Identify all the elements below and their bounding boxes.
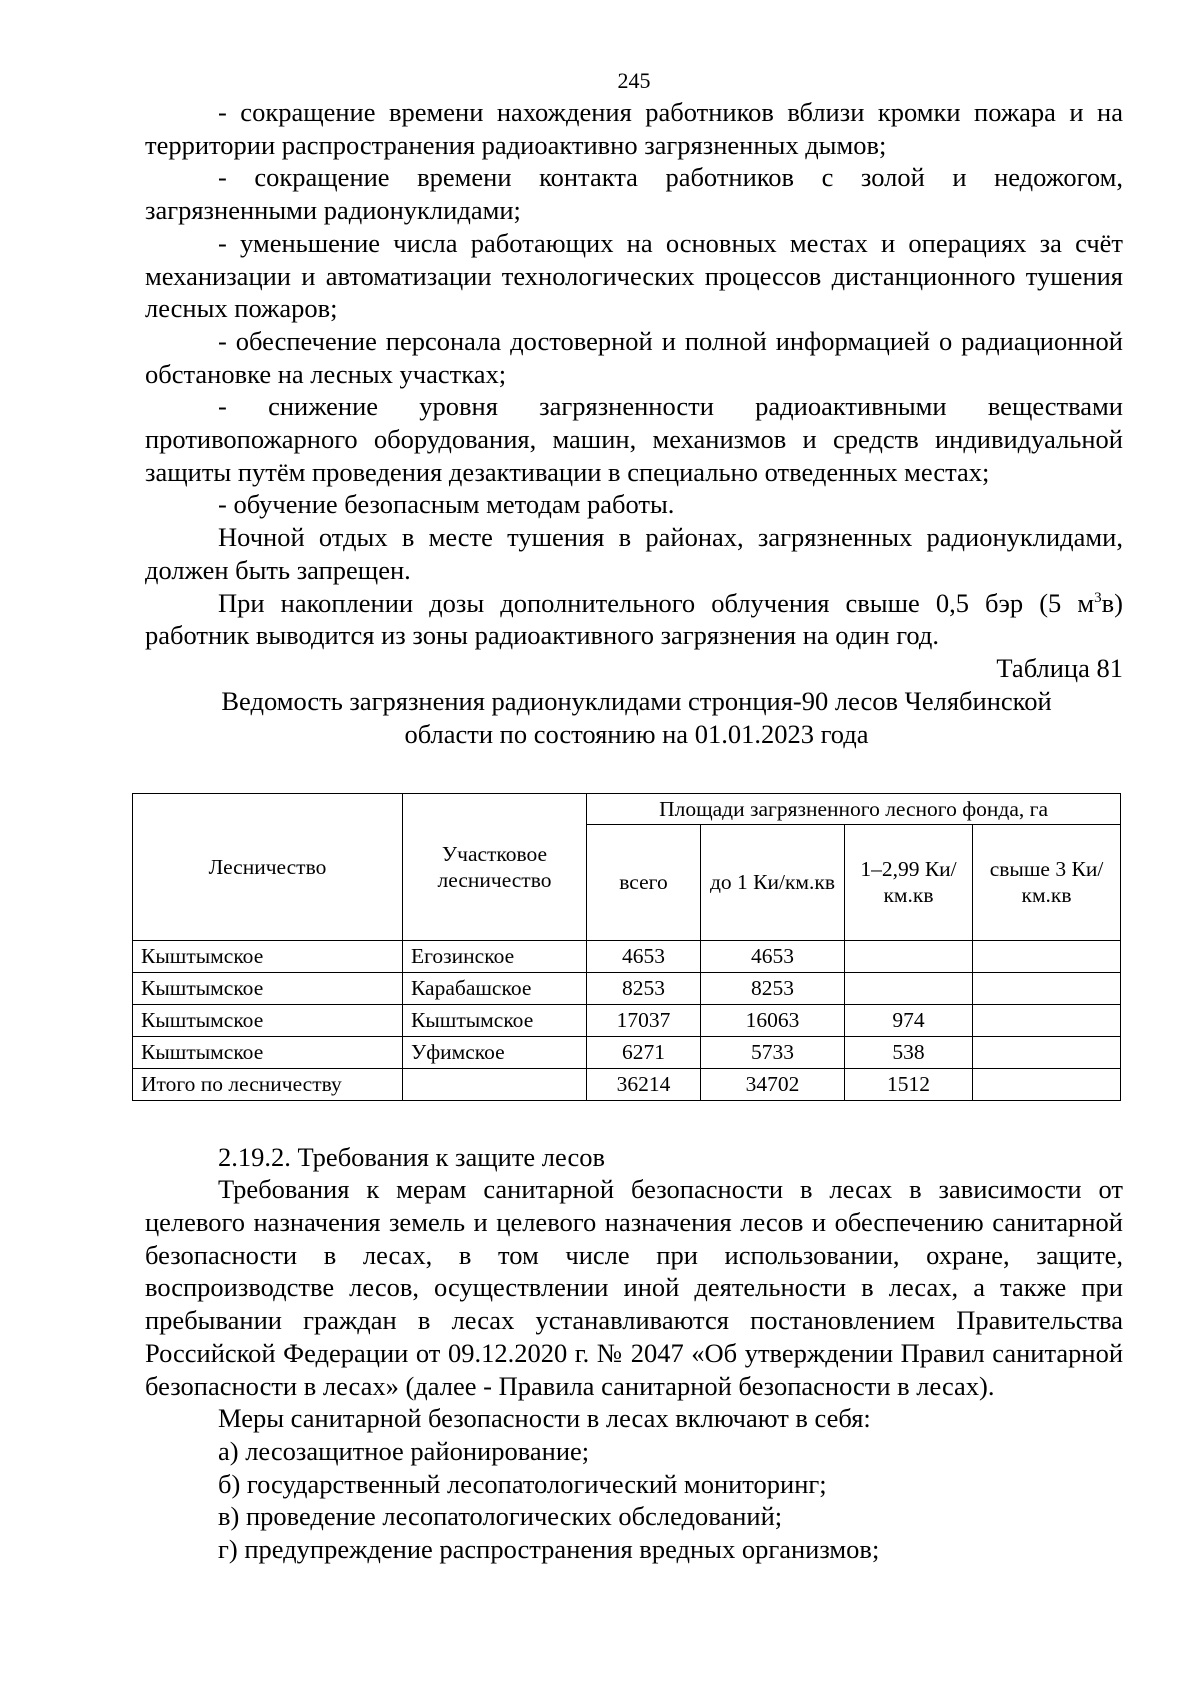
intro-item: - обеспечение персонала достоверной и полной информацией о радиационной обстановке на лесных участках; [145,325,1123,389]
table-title-line-1: Ведомость загрязнения радионуклидами стронция-90 лесов Челябинской [221,685,1052,716]
intro-item: - сокращение времени контакта работников с золой и недожогом, загрязненными радионуклидами; [145,162,1123,226]
cell-over-3 [973,1036,1121,1068]
cell-forestry: Кыштымское [133,972,403,1004]
section-paragraph: Меры санитарной безопасности в лесах включают в себя: [218,1403,871,1434]
cell-district: Уфимское [403,1036,587,1068]
intro-item: - уменьшение числа работающих на основных местах и операциях за счёт механизации и автоматизации технологических процессов дистанционного тушения лесных пожаров; [145,227,1123,324]
header-area-group: Площади загрязненного лесного фонда, га [587,793,1121,824]
cell-up-to-1: 5733 [701,1036,845,1068]
cell-total: 8253 [587,972,701,1004]
cell-district [403,1068,587,1100]
table-row [133,1004,1121,1036]
cell-1-to-2-99: 974 [845,1004,973,1036]
table-total-row [133,1068,1121,1100]
intro-item: - сокращение времени нахождения работников вблизи кромки пожара и на территории распространения радиоактивно загрязненных дымов; [145,97,1123,160]
cell-district: Кыштымское [403,1004,587,1036]
cell-total: 17037 [587,1004,701,1036]
table-title-line-2: области по состоянию на 01.01.2023 года [404,718,869,749]
measure-item: а) лесозащитное районирование; [218,1435,590,1466]
cell-over-3 [973,1004,1121,1036]
header-total: всего [587,824,701,940]
measure-item: г) предупреждение распространения вредных организмов; [218,1534,880,1565]
header-1-to-2-99: 1–2,99 Ки/км.кв [845,824,973,940]
cell-forestry: Кыштымское [133,940,403,972]
header-up-to-1: до 1 Ки/км.кв [701,824,845,940]
section-paragraph: Требования к мерам санитарной безопасности в лесах в зависимости от целевого назначения земель и целевого назначения лесов и обеспечению санитарной безопасности в лесах, в том числе при использовании, охране, защите, воспроизводстве лесов, осуществлении иной деятельности в лесах, а также при пребывании граждан в лесах устанавливаются постановлением Правительства Российской Федерации от 09.12.2020 г. № 2047 «Об утверждении Правил санитарной безопасности в лесах» (далее - Правила санитарной безопасности в лесах). [145,1174,1123,1401]
cell-1-to-2-99: 538 [845,1036,973,1068]
cell-total: 4653 [587,940,701,972]
cell-forestry: Кыштымское [133,1004,403,1036]
cell-forestry: Итого по лесничеству [133,1068,403,1100]
cell-over-3 [973,972,1121,1004]
night-rest-paragraph: Ночной отдых в месте тушения в районах, загрязненных радионуклидами, должен быть запрещен. [145,522,1123,585]
table-row [133,972,1121,1004]
dose-paragraph [145,587,1123,652]
cell-1-to-2-99 [845,972,973,1004]
intro-list [145,96,1123,521]
measure-item: в) проведение лесопатологических обследований; [218,1501,783,1532]
table-container [132,793,1123,1101]
header-district: Участковое лесничество [403,793,587,940]
table-row [133,1036,1121,1068]
cell-1-to-2-99 [845,940,973,972]
cell-total: 36214 [587,1068,701,1100]
header-over-3: свыше 3 Ки/км.кв [973,824,1121,940]
document-page [141,68,1123,1566]
intro-item: - снижение уровня загрязненности радиоактивными веществами противопожарного оборудования, машин, механизмов и средств индивидуальной защиты путём проведения дезактивации в специально отведенных местах; [145,391,1123,487]
cell-up-to-1: 34702 [701,1068,845,1100]
cell-over-3 [973,1068,1121,1100]
section-forest-protection [145,1141,1123,1566]
cell-district: Егозинское [403,940,587,972]
cell-over-3 [973,940,1121,972]
dose-text-after: в) работник выводится из зоны радиоактивного загрязнения на один год. [145,587,1123,651]
dose-text-before: При накоплении дозы дополнительного облучения свыше 0,5 бэр (5 м [218,587,1095,618]
page-number: 245 [617,68,651,93]
intro-item: - обучение безопасным методам работы. [218,489,675,520]
cell-up-to-1: 4653 [701,940,845,972]
cell-up-to-1: 16063 [701,1004,845,1036]
cell-total: 6271 [587,1036,701,1068]
cell-1-to-2-99: 1512 [845,1068,973,1100]
cell-district: Карабашское [403,972,587,1004]
contamination-table [132,793,1121,1101]
dose-superscript: 3 [1094,589,1102,606]
section-heading: 2.19.2. Требования к защите лесов [218,1141,605,1172]
cell-forestry: Кыштымское [133,1036,403,1068]
measure-item: б) государственный лесопатологический мониторинг; [218,1468,827,1499]
header-forestry: Лесничество [133,793,403,940]
cell-up-to-1: 8253 [701,972,845,1004]
table-row [133,940,1121,972]
table-label: Таблица 81 [996,652,1123,683]
